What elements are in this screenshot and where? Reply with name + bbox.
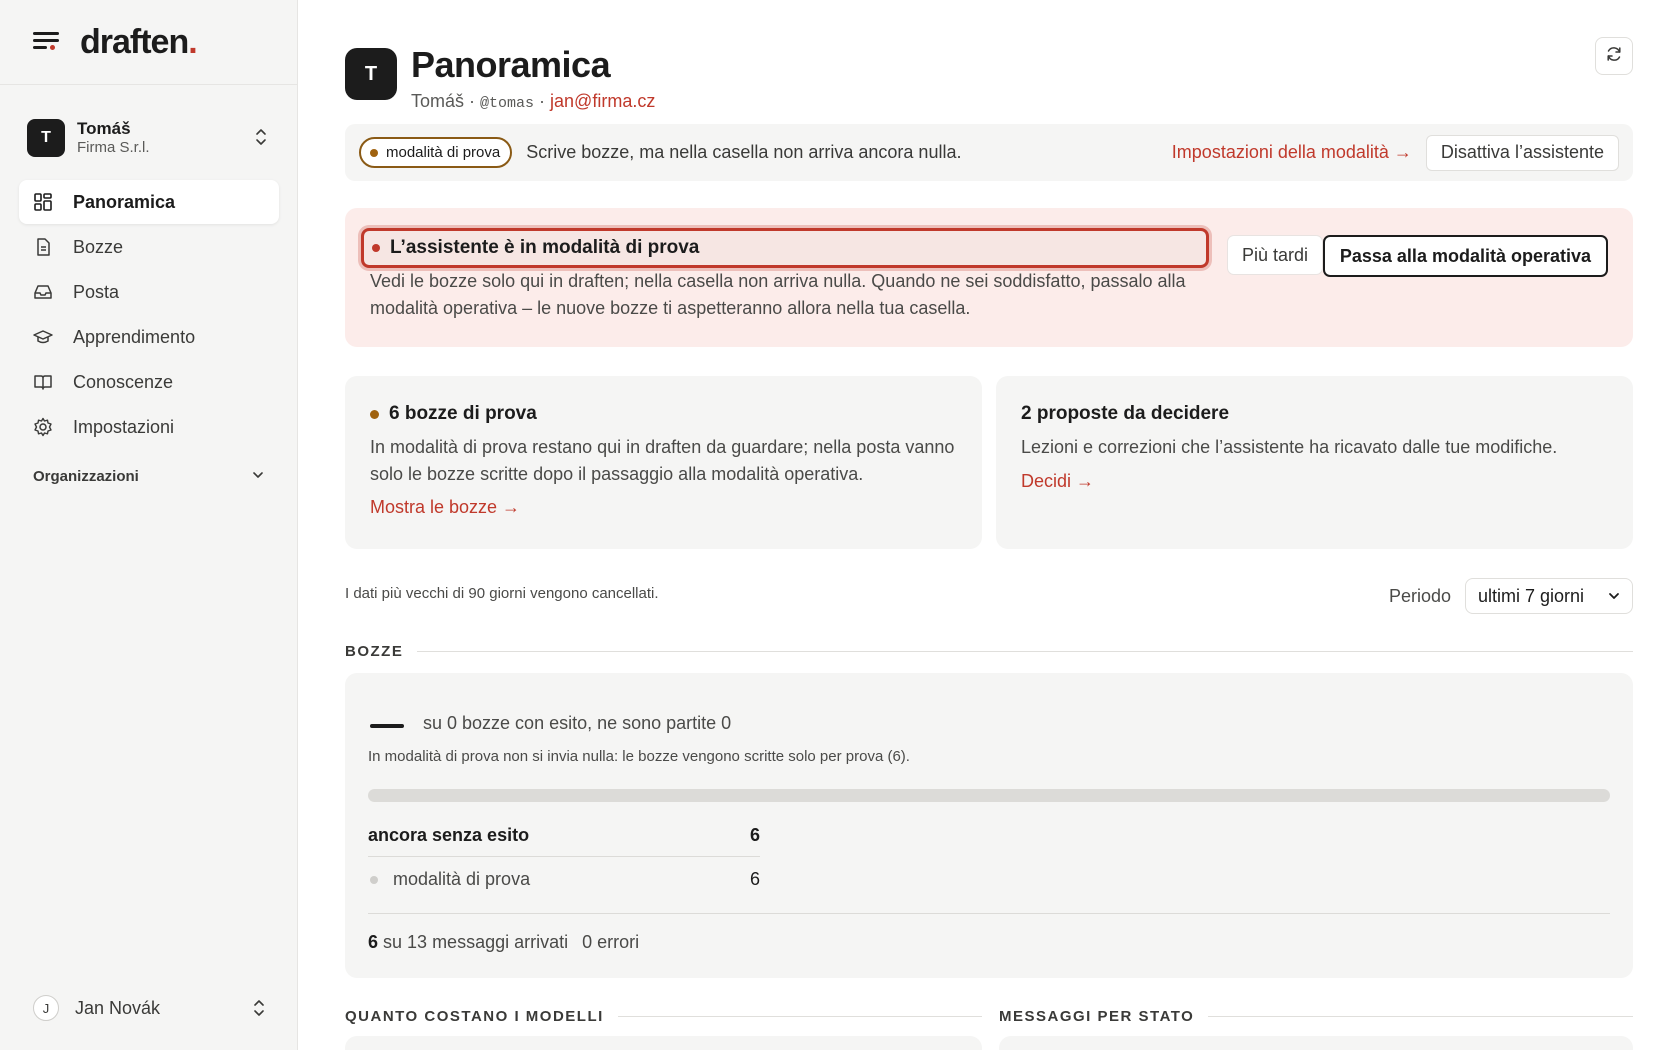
organizations-label: Organizzazioni xyxy=(33,468,139,485)
status-dot xyxy=(372,244,380,252)
mode-description: Scrive bozze, ma nella casella non arriva ancora nulla. xyxy=(526,142,962,162)
brand-bar xyxy=(0,0,297,85)
user-name: Jan Novák xyxy=(75,997,161,1018)
menu-icon[interactable] xyxy=(33,32,59,52)
sent-progress-bar xyxy=(368,789,1610,802)
error-count: 0 errori xyxy=(582,932,640,952)
sidebar-item-label: Posta xyxy=(73,281,120,302)
decide-link[interactable]: Decidi → xyxy=(1021,471,1095,491)
mode-banner xyxy=(345,124,1633,181)
mode-settings-link[interactable]: Impostazioni della modalità → xyxy=(1171,142,1412,162)
chevron-down-icon xyxy=(1608,586,1620,607)
stats-note: In modalità di prova non si invia nulla: le bozze vengono scritte solo per prova (6). xyxy=(368,748,910,765)
chevron-up-down-icon xyxy=(253,999,265,1017)
model-costs-card xyxy=(345,1036,982,1050)
account-switcher[interactable] xyxy=(27,118,275,158)
book-icon xyxy=(33,372,53,392)
account-avatar: T xyxy=(27,119,65,157)
stats-headline: su 0 bozze con esito, ne sono partite 0 xyxy=(423,713,732,733)
stats-footer: 6 su 13 messaggi arrivati 0 errori xyxy=(368,932,640,952)
proposals-card xyxy=(996,376,1633,549)
chevron-down-icon xyxy=(251,468,265,486)
profile-name: Tomáš xyxy=(411,90,465,111)
messages-status-card xyxy=(999,1036,1633,1050)
card-body: Lezioni e correzioni che l’assistente ha ricavato dalle tue modifiche. xyxy=(1021,437,1558,457)
period-label: Periodo xyxy=(1388,585,1451,606)
sidebar-item-label: Bozze xyxy=(73,236,124,257)
user-menu[interactable] xyxy=(33,995,265,1021)
alert-title: L’assistente è in modalità di prova xyxy=(390,237,700,258)
row-label: modalità di prova xyxy=(393,869,531,889)
period-filter xyxy=(1389,578,1633,614)
page-title: Panoramica xyxy=(411,44,611,85)
profile-avatar: T xyxy=(345,48,397,100)
account-org: Firma S.r.l. xyxy=(77,139,150,157)
section-heading-bozze: BOZZE xyxy=(345,643,1633,660)
empty-value-dash xyxy=(370,724,404,728)
profile-email-link[interactable]: jan@firma.cz xyxy=(550,90,656,111)
card-title: 6 bozze di prova xyxy=(370,403,957,425)
sidebar-item-bozze[interactable] xyxy=(19,225,279,269)
sidebar-item-label: Impostazioni xyxy=(73,416,175,437)
mode-badge: modalità di prova xyxy=(359,137,512,168)
sidebar-item-label: Panoramica xyxy=(73,191,176,212)
stats-row-pending xyxy=(368,825,760,857)
sidebar-item-panoramica[interactable] xyxy=(19,180,279,224)
period-select[interactable]: ultimi 7 giorni xyxy=(1465,578,1633,614)
gear-icon xyxy=(33,417,53,437)
sidebar xyxy=(0,0,298,1050)
chevron-up-down-icon xyxy=(255,128,267,146)
section-heading-status: MESSAGGI PER STATO xyxy=(999,1008,1633,1025)
sidebar-item-conoscenze[interactable] xyxy=(19,360,279,404)
graduation-cap-icon xyxy=(33,327,53,347)
retention-note: I dati più vecchi di 90 giorni vengono cancellati. xyxy=(345,585,659,602)
stats-row-test-mode xyxy=(368,869,760,890)
sidebar-item-label: Conoscenze xyxy=(73,371,174,392)
row-label: ancora senza esito xyxy=(368,825,530,845)
row-value: 6 xyxy=(749,825,760,845)
sidebar-item-apprendimento[interactable] xyxy=(19,315,279,359)
refresh-button[interactable] xyxy=(1595,37,1633,75)
grid-icon xyxy=(33,192,53,212)
sidebar-item-impostazioni[interactable] xyxy=(19,405,279,449)
test-mode-alert xyxy=(345,208,1633,347)
logo[interactable]: draften. xyxy=(80,22,197,61)
test-drafts-card xyxy=(345,376,982,549)
account-name: Tomáš xyxy=(77,119,131,138)
show-drafts-link[interactable]: Mostra le bozze → xyxy=(370,497,521,517)
later-button[interactable]: Più tardi xyxy=(1227,235,1323,275)
sidebar-item-posta[interactable] xyxy=(19,270,279,314)
alert-body: Vedi le bozze solo qui in draften; nella casella non arriva nulla. Quando ne sei soddisfatto, passalo alla modalità operativa – le nuove bozze ti aspetteranno allora nella tua casella. xyxy=(370,271,1186,318)
page-header xyxy=(345,45,655,112)
sidebar-item-label: Apprendimento xyxy=(73,326,196,347)
section-heading-costs: QUANTO COSTANO I MODELLI xyxy=(345,1008,982,1025)
profile-handle: @tomas xyxy=(480,94,535,112)
alert-title-highlight xyxy=(361,228,1209,268)
refresh-icon xyxy=(1605,45,1623,68)
card-title: 2 proposte da decidere xyxy=(1021,403,1230,424)
disable-assistant-button[interactable]: Disattiva l’assistente xyxy=(1426,135,1619,171)
document-icon xyxy=(33,237,53,257)
page-subtitle: Tomáš · @tomas · jan@firma.cz xyxy=(411,90,656,112)
row-value: 6 xyxy=(749,869,760,889)
switch-to-live-button[interactable]: Passa alla modalità operativa xyxy=(1323,235,1608,277)
inbox-icon xyxy=(33,282,53,302)
drafts-stats-panel xyxy=(345,673,1633,978)
arrived-count: 6 xyxy=(368,932,379,952)
divider xyxy=(368,913,1610,914)
card-body: In modalità di prova restano qui in draften da guardare; nella posta vanno solo le bozze scritte dopo il passaggio alla modalità operativa. xyxy=(370,437,955,484)
organizations-toggle[interactable] xyxy=(33,468,265,486)
sidebar-nav xyxy=(19,180,279,450)
user-avatar: J xyxy=(33,995,59,1021)
